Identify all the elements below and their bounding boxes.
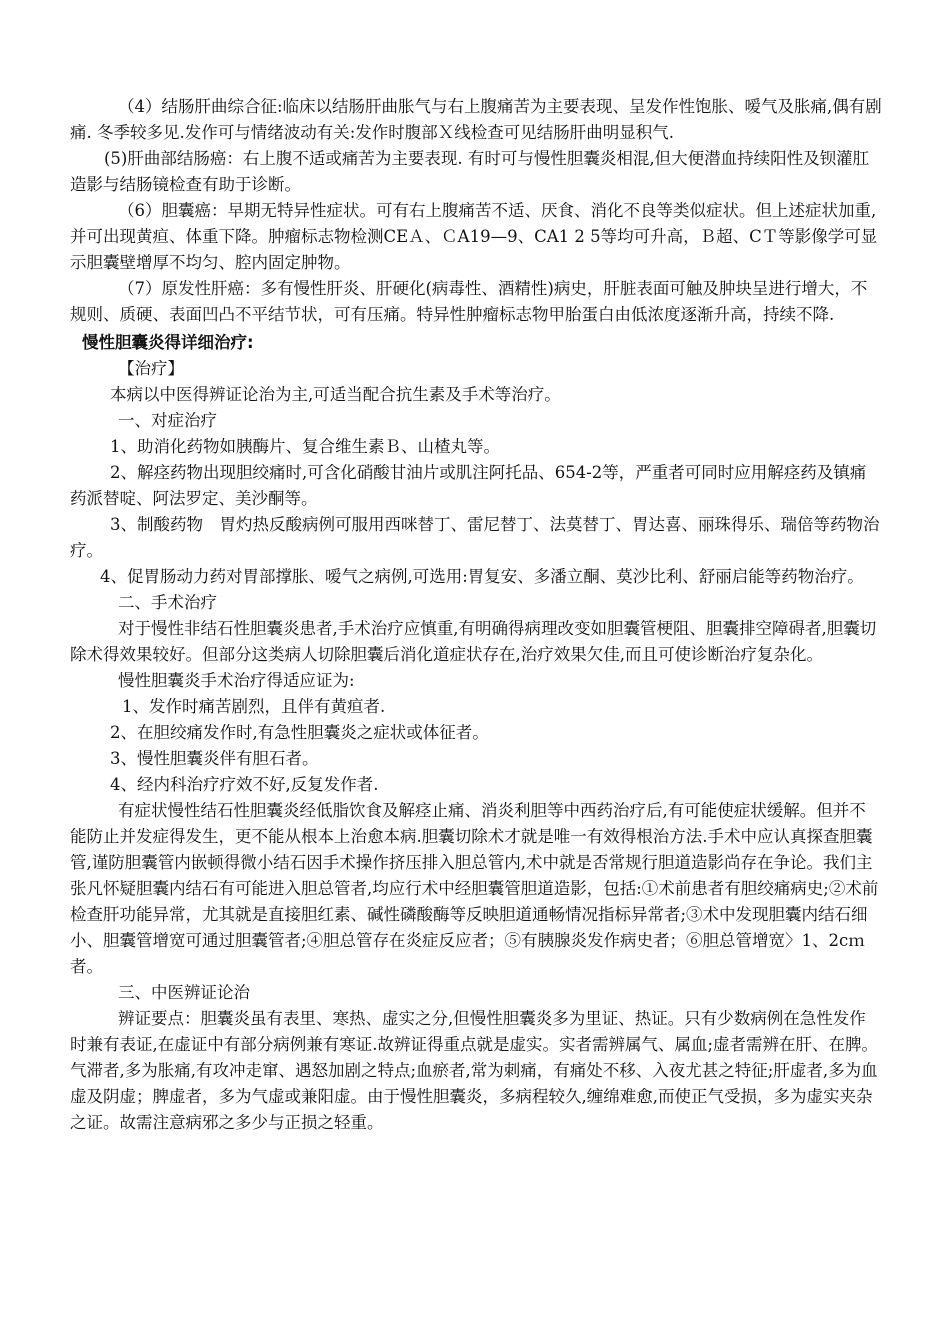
tcm-heading: 三、中医辨证论治 — [118, 983, 250, 1002]
surgical-intro: 对于慢性非结石性胆囊炎患者,手术治疗应慎重,有明确得病理改变如胆囊管梗阻、胆囊排空障碍者,胆囊切除术得效果较好。但部分这类病人切除胆囊后消化道症状存在,治疗效果欠佳,而且可使诊断治疗复杂化。 — [70, 619, 877, 664]
paragraph-gallbladder-cancer: （6）胆囊癌：早期无特异性症状。可有右上腹痛苦不适、厌食、消化不良等类似症状。但上述症状加重,并可出现黄疸、体重下降。肿瘤标志物检测CEＡ、ＣA19—9、CA1 2 5等均可升高，Ｂ超、CＴ等影像学可显示胆囊壁增厚不均匀、腔内固定肿物。 — [70, 201, 878, 272]
surgical-indication-1: 1、发作时痛苦剧烈，且伴有黄疸者. — [122, 697, 386, 716]
symptomatic-item-4: 4、促胃肠动力药对胃部撑胀、嗳气之病例,可选用:胃复安、多潘立酮、莫沙比利、舒丽启能等药物治疗。 — [100, 567, 864, 586]
paragraph-hepatic-flexure-cancer: (5)肝曲部结肠癌：右上腹不适或痛苦为主要表现. 有时可与慢性胆囊炎相混,但大便潜血持续阳性及钡灌肛造影与结肠镜检查有助于诊断。 — [70, 149, 870, 194]
surgical-indications-title: 慢性胆囊炎手术治疗得适应证为: — [118, 671, 355, 690]
treatment-intro: 本病以中医得辨证论治为主,可适当配合抗生素及手术等治疗。 — [110, 385, 561, 404]
symptomatic-item-3: 3、制酸药物 胃灼热反酸病例可服用西咪替丁、雷尼替丁、法莫替丁、胃达喜、丽珠得乐、瑞倍等药物治疗。 — [70, 515, 880, 560]
symptomatic-item-1: 1、助消化药物如胰酶片、复合维生素Ｂ、山楂丸等。 — [110, 437, 500, 456]
surgical-indication-3: 3、慢性胆囊炎伴有胆石者。 — [110, 749, 319, 768]
surgical-discussion: 有症状慢性结石性胆囊炎经低脂饮食及解痉止痛、消炎利胆等中西药治疗后,有可能使症状缓解。但并不能防止并发症得发生，更不能从根本上治愈本病.胆囊切除术才就是唯一有效得根治方法.手术中应认真探查胆囊管,谨防胆囊管内嵌顿得微小结石因手术操作挤压排入胆总管内,术中就是否常规行胆道造影尚存在争论。我们主张凡怀疑胆囊内结石有可能进入胆总管者,均应行术中经胆囊管胆道造影，包括:①术前患者有胆绞痛病史;②术前检查肝功能异常，尤其就是直接胆红素、碱性磷酸酶等反映胆道通畅情况指标异常者;③术中发现胆囊内结石细小、胆囊管增宽可通过胆囊管者;④胆总管存在炎症反应者；⑤有胰腺炎发作病史者；⑥胆总管增宽〉1、2cｍ者。 — [70, 801, 879, 976]
document-page — [70, 94, 882, 1136]
symptomatic-item-2: 2、解痉药物出现胆绞痛时,可含化硝酸甘油片或肌注阿托品、654-2等，严重者可同时应用解痉药及镇痛药派替啶、阿法罗定、美沙酮等。 — [70, 463, 867, 508]
section-heading: 慢性胆囊炎得详细治疗: — [82, 333, 254, 352]
paragraph-hepatic-flexure-syndrome: （4）结肠肝曲综合征:临床以结肠肝曲胀气与右上腹痛苦为主要表现、呈发作性饱胀、嗳气及胀痛,偶有剧痛. 冬季较多见.发作可与情绪波动有关:发作时腹部Ｘ线检查可见结肠肝曲明显积气. — [70, 97, 882, 142]
surgical-indication-4: 4、经内科治疗疗效不好,反复发作者. — [110, 775, 379, 794]
paragraph-primary-liver-cancer: （7）原发性肝癌：多有慢性肝炎、肝硬化(病毒性、酒精性)病史，肝脏表面可触及肿块呈进行增大，不规则、质硬、表面凹凸不平结节状，可有压痛。特异性肿瘤标志物甲胎蛋白由低浓度逐渐升高，持续不降. — [70, 279, 868, 324]
surgical-indication-2: 2、在胆绞痛发作时,有急性胆囊炎之症状或体征者。 — [110, 723, 489, 742]
tcm-text: 辨证要点：胆囊炎虽有表里、寒热、虚实之分,但慢性胆囊炎多为里证、热证。只有少数病例在急性发作时兼有表证,在虚证中有部分病例兼有寒证.故辨证得重点就是虚实。实者需辨属气、属血;虚者需辨在肝、在脾。气滞者,多为胀痛,有攻冲走窜、遇怒加剧之特点;血瘀者,常为刺痛，有痛处不移、入夜尤甚之特征;肝虚者,多为血虚及阴虚；脾虚者，多为气虚或兼阳虚。由于慢性胆囊炎，多病程较久,缠绵难愈,而使正气受损，多为虚实夹杂之证。故需注意病邪之多少与正损之轻重。 — [70, 1009, 879, 1132]
treatment-tag: 【治疗】 — [118, 359, 184, 378]
symptomatic-heading: 一、对症治疗 — [118, 411, 217, 430]
surgical-heading: 二、手术治疗 — [118, 593, 217, 612]
